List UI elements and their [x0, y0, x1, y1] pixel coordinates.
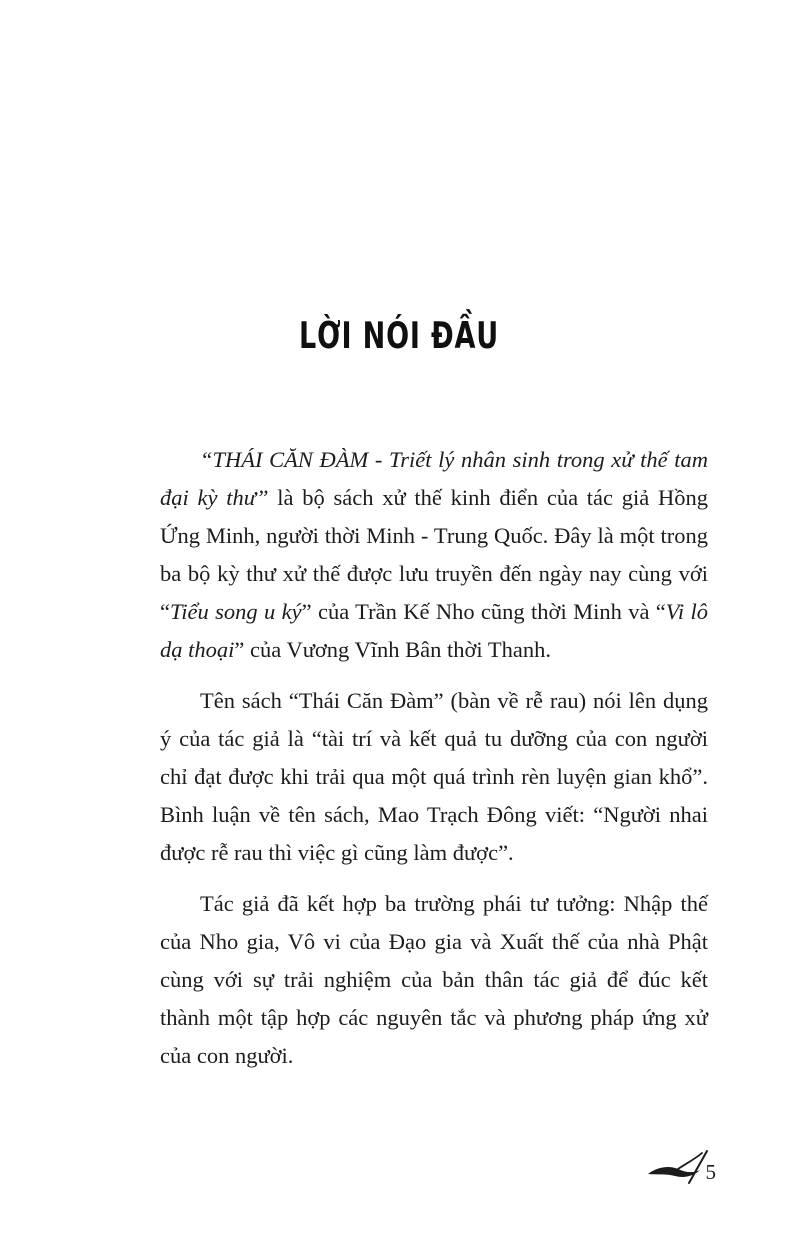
text-segment: ” của Trần Kế Nho cũng thời Minh và “ [301, 599, 666, 624]
paragraph [160, 885, 708, 1075]
body-text [0, 441, 798, 1075]
page-number: 5 [705, 1160, 716, 1184]
italic-text-segment: “THÁI CĂN ĐÀM - Triết lý nhân sinh trong xử thế tam đại kỳ thư” [160, 447, 708, 510]
italic-text-segment: Vi lô dạ thoại [160, 599, 708, 662]
paragraph [160, 441, 708, 669]
page-title [0, 0, 798, 355]
text-segment: ” của Vương Vĩnh Bân thời Thanh. [234, 637, 551, 662]
flourish-swash-icon [645, 1149, 711, 1185]
text-segment: Tên sách “Thái Căn Đàm” (bàn về rễ rau) nói lên dụng ý của tác giả là “tài trí và kết quả tu dưỡng của con người chỉ đạt được khi trải qua một quá trình rèn luyện gian khổ”. Bình luận về tên sách, Mao Trạch Đông viết: “Người nhai được rễ rau thì việc gì cũng làm được”. [160, 688, 708, 865]
page-footer [645, 1149, 717, 1187]
paragraph [160, 682, 708, 872]
italic-text-segment: Tiểu song u ký [170, 599, 302, 624]
text-segment: là bộ sách xử thế kinh điển của tác giả Hồng Ứng Minh, người thời Minh - Trung Quốc. Đây là một trong ba bộ kỳ thư xử thế được lưu truyền đến ngày nay cùng với “ [160, 485, 708, 624]
page-title-text: LỜI NÓI ĐẦU [298, 314, 500, 357]
text-segment: Tác giả đã kết hợp ba trường phái tư tưởng: Nhập thế của Nho gia, Vô vi của Đạo gia và Xuất thế của nhà Phật cùng với sự trải nghiệm của bản thân tác giả để đúc kết thành một tập hợp các nguyên tắc và phương pháp ứng xử của con người. [160, 891, 708, 1068]
